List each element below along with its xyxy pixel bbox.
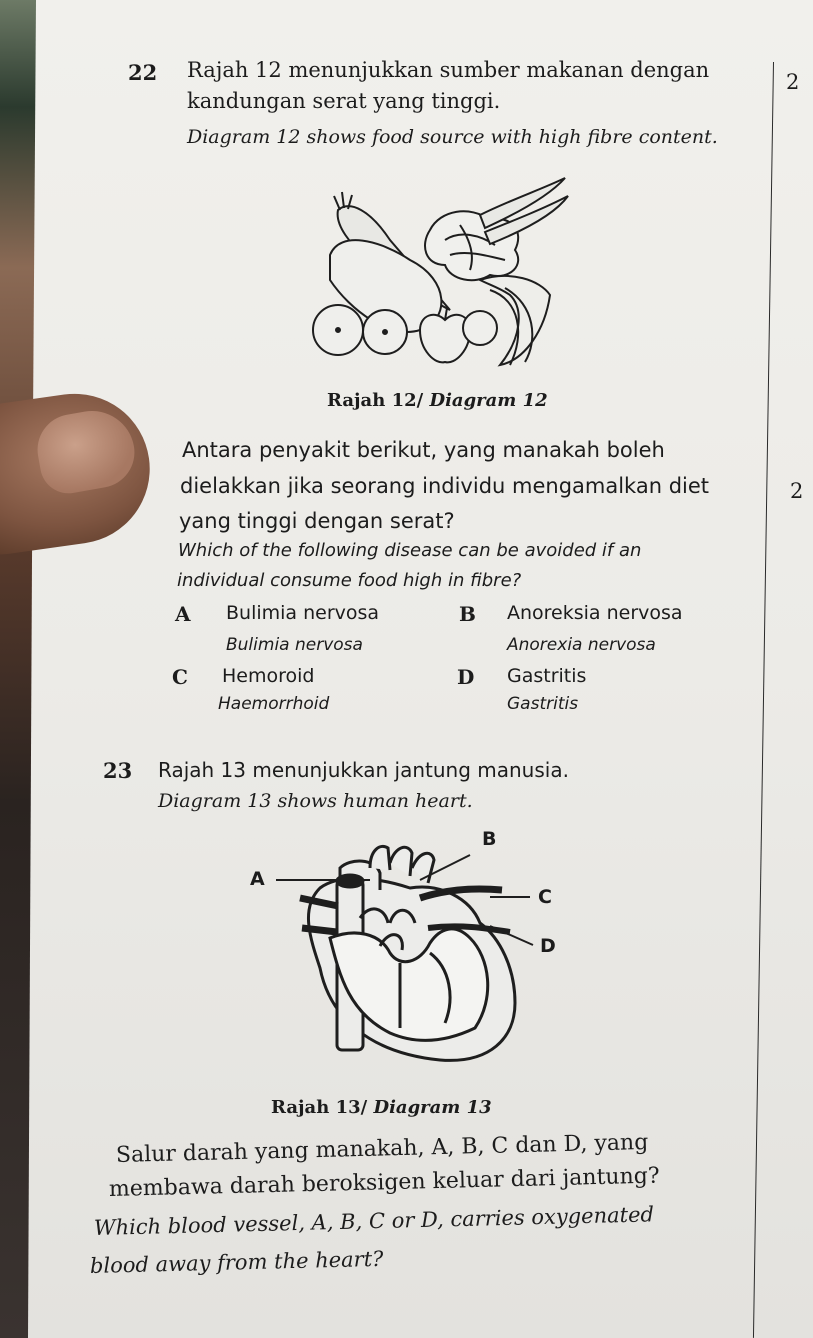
diagram-13-caption-ms: Rajah 13/ [271,1097,368,1118]
q23-question-en-line1: Which blood vessel, A, B, C or D, carries oxygenated [93,1202,655,1240]
option-b-en: Anorexia nervosa [507,635,656,655]
q23-intro-ms: Rajah 13 menunjukkan jantung manusia. [158,758,569,782]
option-c-letter: C [172,665,188,689]
diagram-13-caption-en: Diagram 13 [373,1097,492,1118]
heart-label-b: B [482,828,497,850]
option-a-en: Bulimia nervosa [226,635,363,655]
q22-intro-ms-line1: Rajah 12 menunjukkan sumber makanan dengan [187,58,710,82]
q22-intro-en: Diagram 12 shows food source with high fibre content. [187,126,718,148]
q22-question-ms-line1: Antara penyakit berikut, yang manakah boleh [182,438,665,462]
q22-intro-ms-line2: kandungan serat yang tinggi. [187,89,501,113]
option-b-letter: B [459,602,476,626]
q23-question-ms-line2: membawa darah beroksigen keluar dari jantung? [108,1163,660,1202]
heart-label-c: C [538,886,552,908]
diagram-12-caption-ms: Rajah 12/ [327,390,424,411]
option-d-letter: D [457,665,475,689]
heart-label-a: A [250,868,265,890]
q22-question-en-line1: Which of the following disease can be avoided if an [178,540,642,561]
diagram-13-caption [271,1097,492,1118]
heart-label-d: D [540,935,556,957]
question-22-number: 22 [128,60,158,85]
q23-question-ms-line1: Salur darah yang manakah, A, B, C dan D, yang [115,1129,649,1168]
q23-question-en-line2: blood away from the heart? [89,1246,384,1278]
diagram-12-caption-en: Diagram 12 [429,390,548,411]
option-c-ms: Hemoroid [222,665,315,687]
q22-question-ms-line2: dielakkan jika seorang individu mengamalkan diet [180,474,710,498]
question-23-number: 23 [103,758,133,783]
margin-mark-1: 2 [786,70,800,94]
option-a-letter: A [175,602,191,626]
option-d-en: Gastritis [507,694,579,714]
option-c-en: Haemorrhoid [218,694,330,714]
margin-mark-2: 2 [790,479,804,503]
q22-question-en-line2: individual consume food high in fibre? [177,570,522,591]
q23-intro-en: Diagram 13 shows human heart. [158,790,473,812]
option-b-ms: Anoreksia nervosa [507,602,683,624]
option-a-ms: Bulimia nervosa [226,602,380,624]
q22-question-ms-line3: yang tinggi dengan serat? [179,509,455,533]
option-d-ms: Gastritis [507,665,587,687]
